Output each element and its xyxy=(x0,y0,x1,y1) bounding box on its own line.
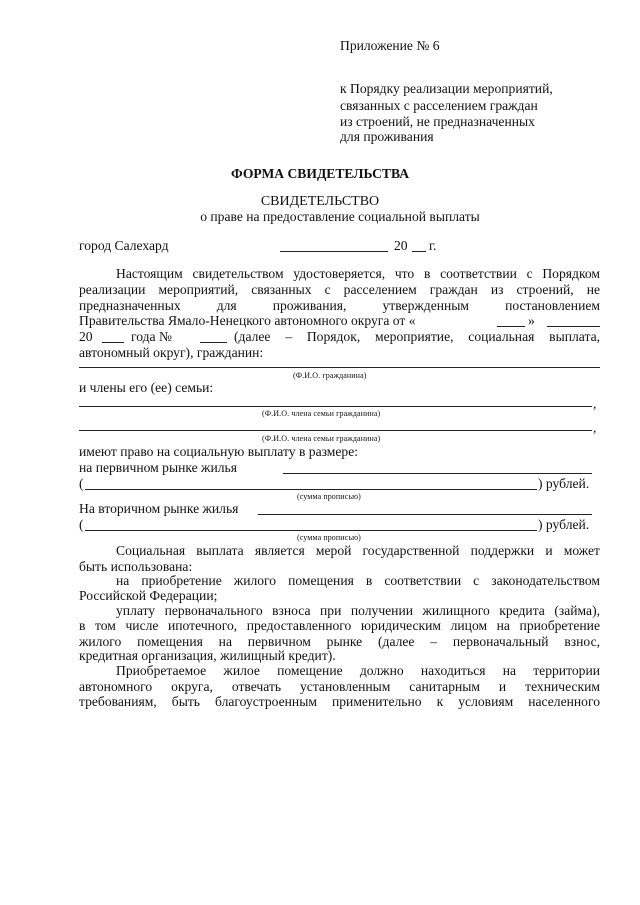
rubles-label: ) рублей. xyxy=(538,517,590,532)
annex-title: Приложение № 6 xyxy=(340,38,440,53)
city-label: город Салехард xyxy=(79,238,169,253)
comma: , xyxy=(593,420,597,435)
intro-line: автономный округ), гражданин: xyxy=(79,345,264,360)
year-field-line xyxy=(102,342,124,343)
citizen-caption: (Ф.И.О. гражданина) xyxy=(293,371,367,380)
intro-line: реализации мероприятий, связанных с расселением граждан из строений, не xyxy=(79,282,600,297)
number-field-line xyxy=(200,342,227,343)
month-field-line xyxy=(547,326,600,327)
intro-line: Настоящим свидетельством удостоверяется, что в соответствии с Порядком xyxy=(116,266,600,281)
usage-line: жилого помещения на первичном рынке (далее – первоначальный взнос, xyxy=(79,634,600,649)
usage-line: на приобретение жилого помещения в соответствии с законодательством xyxy=(116,573,600,588)
sum-caption: (сумма прописью) xyxy=(297,492,361,501)
annex-line: для проживания xyxy=(340,129,434,144)
secondary-market-line xyxy=(258,514,592,515)
secondary-market-label: На вторичном рынке жилья xyxy=(79,501,239,516)
usage-line: Социальная выплата является мерой государственной поддержки и может xyxy=(116,543,600,558)
rubles-label: ) рублей. xyxy=(538,476,590,491)
quote-close: » xyxy=(528,313,535,328)
territory-line: автономного округа, отвечать установленным санитарным и техническим xyxy=(79,679,600,694)
year-suffix: г. xyxy=(429,238,437,253)
certificate-title: СВИДЕТЕЛЬСТВО xyxy=(260,194,380,209)
citizen-name-line xyxy=(79,367,600,368)
comma: , xyxy=(593,396,597,411)
territory-line: требованиям, быть благоустроенным применительно к условиям населенного xyxy=(79,694,600,709)
intro-line: Правительства Ямало-Ненецкого автономного округа от « xyxy=(79,313,416,328)
day-field-line xyxy=(497,326,525,327)
usage-line: кредитная организация, жилищный кредит). xyxy=(79,648,336,663)
primary-sum-line xyxy=(85,489,537,490)
territory-line: Приобретаемое жилое помещение должно находиться на территории xyxy=(116,663,600,678)
family-label: и члены его (ее) семьи: xyxy=(79,380,214,395)
usage-line: в том числе ипотечного, предоставленного юридическим лицом на приобретение xyxy=(79,618,600,633)
primary-market-label: на первичном рынке жилья xyxy=(79,460,237,475)
family-member-line xyxy=(79,430,592,431)
certificate-subtitle: о праве на предоставление социальной выплаты xyxy=(200,209,480,224)
intro-line: предназначенных для проживания, утвержденным постановлением xyxy=(79,298,600,313)
intro-year-prefix: 20 xyxy=(79,329,93,344)
date-field-line xyxy=(280,251,388,252)
open-paren: ( xyxy=(79,476,84,491)
annex-line: из строений, не предназначенных xyxy=(340,114,535,129)
family-member-line xyxy=(79,406,592,407)
family-member-caption: (Ф.И.О. члена семьи гражданина) xyxy=(262,409,381,418)
primary-market-line xyxy=(283,473,592,474)
payment-right-label: имеют право на социальную выплату в размере: xyxy=(79,444,359,459)
form-title: ФОРМА СВИДЕТЕЛЬСТВА xyxy=(230,166,410,181)
family-member-caption: (Ф.И.О. члена семьи гражданина) xyxy=(262,434,381,443)
usage-line: Российской Федерации; xyxy=(79,588,218,603)
sum-caption: (сумма прописью) xyxy=(297,533,361,542)
year-field-line xyxy=(412,251,426,252)
annex-line: связанных с расселением граждан xyxy=(340,98,538,113)
annex-line: к Порядку реализации мероприятий, xyxy=(340,81,553,96)
open-paren: ( xyxy=(79,517,84,532)
intro-line: (далее – Порядок, мероприятие, социальная выплата, xyxy=(234,329,600,344)
usage-line: уплату первоначального взноса при получении жилищного кредита (займа), xyxy=(116,603,600,618)
intro-number-label: года № xyxy=(131,329,172,344)
year-prefix: 20 xyxy=(394,238,408,253)
usage-line: быть использована: xyxy=(79,559,193,574)
secondary-sum-line xyxy=(85,530,537,531)
